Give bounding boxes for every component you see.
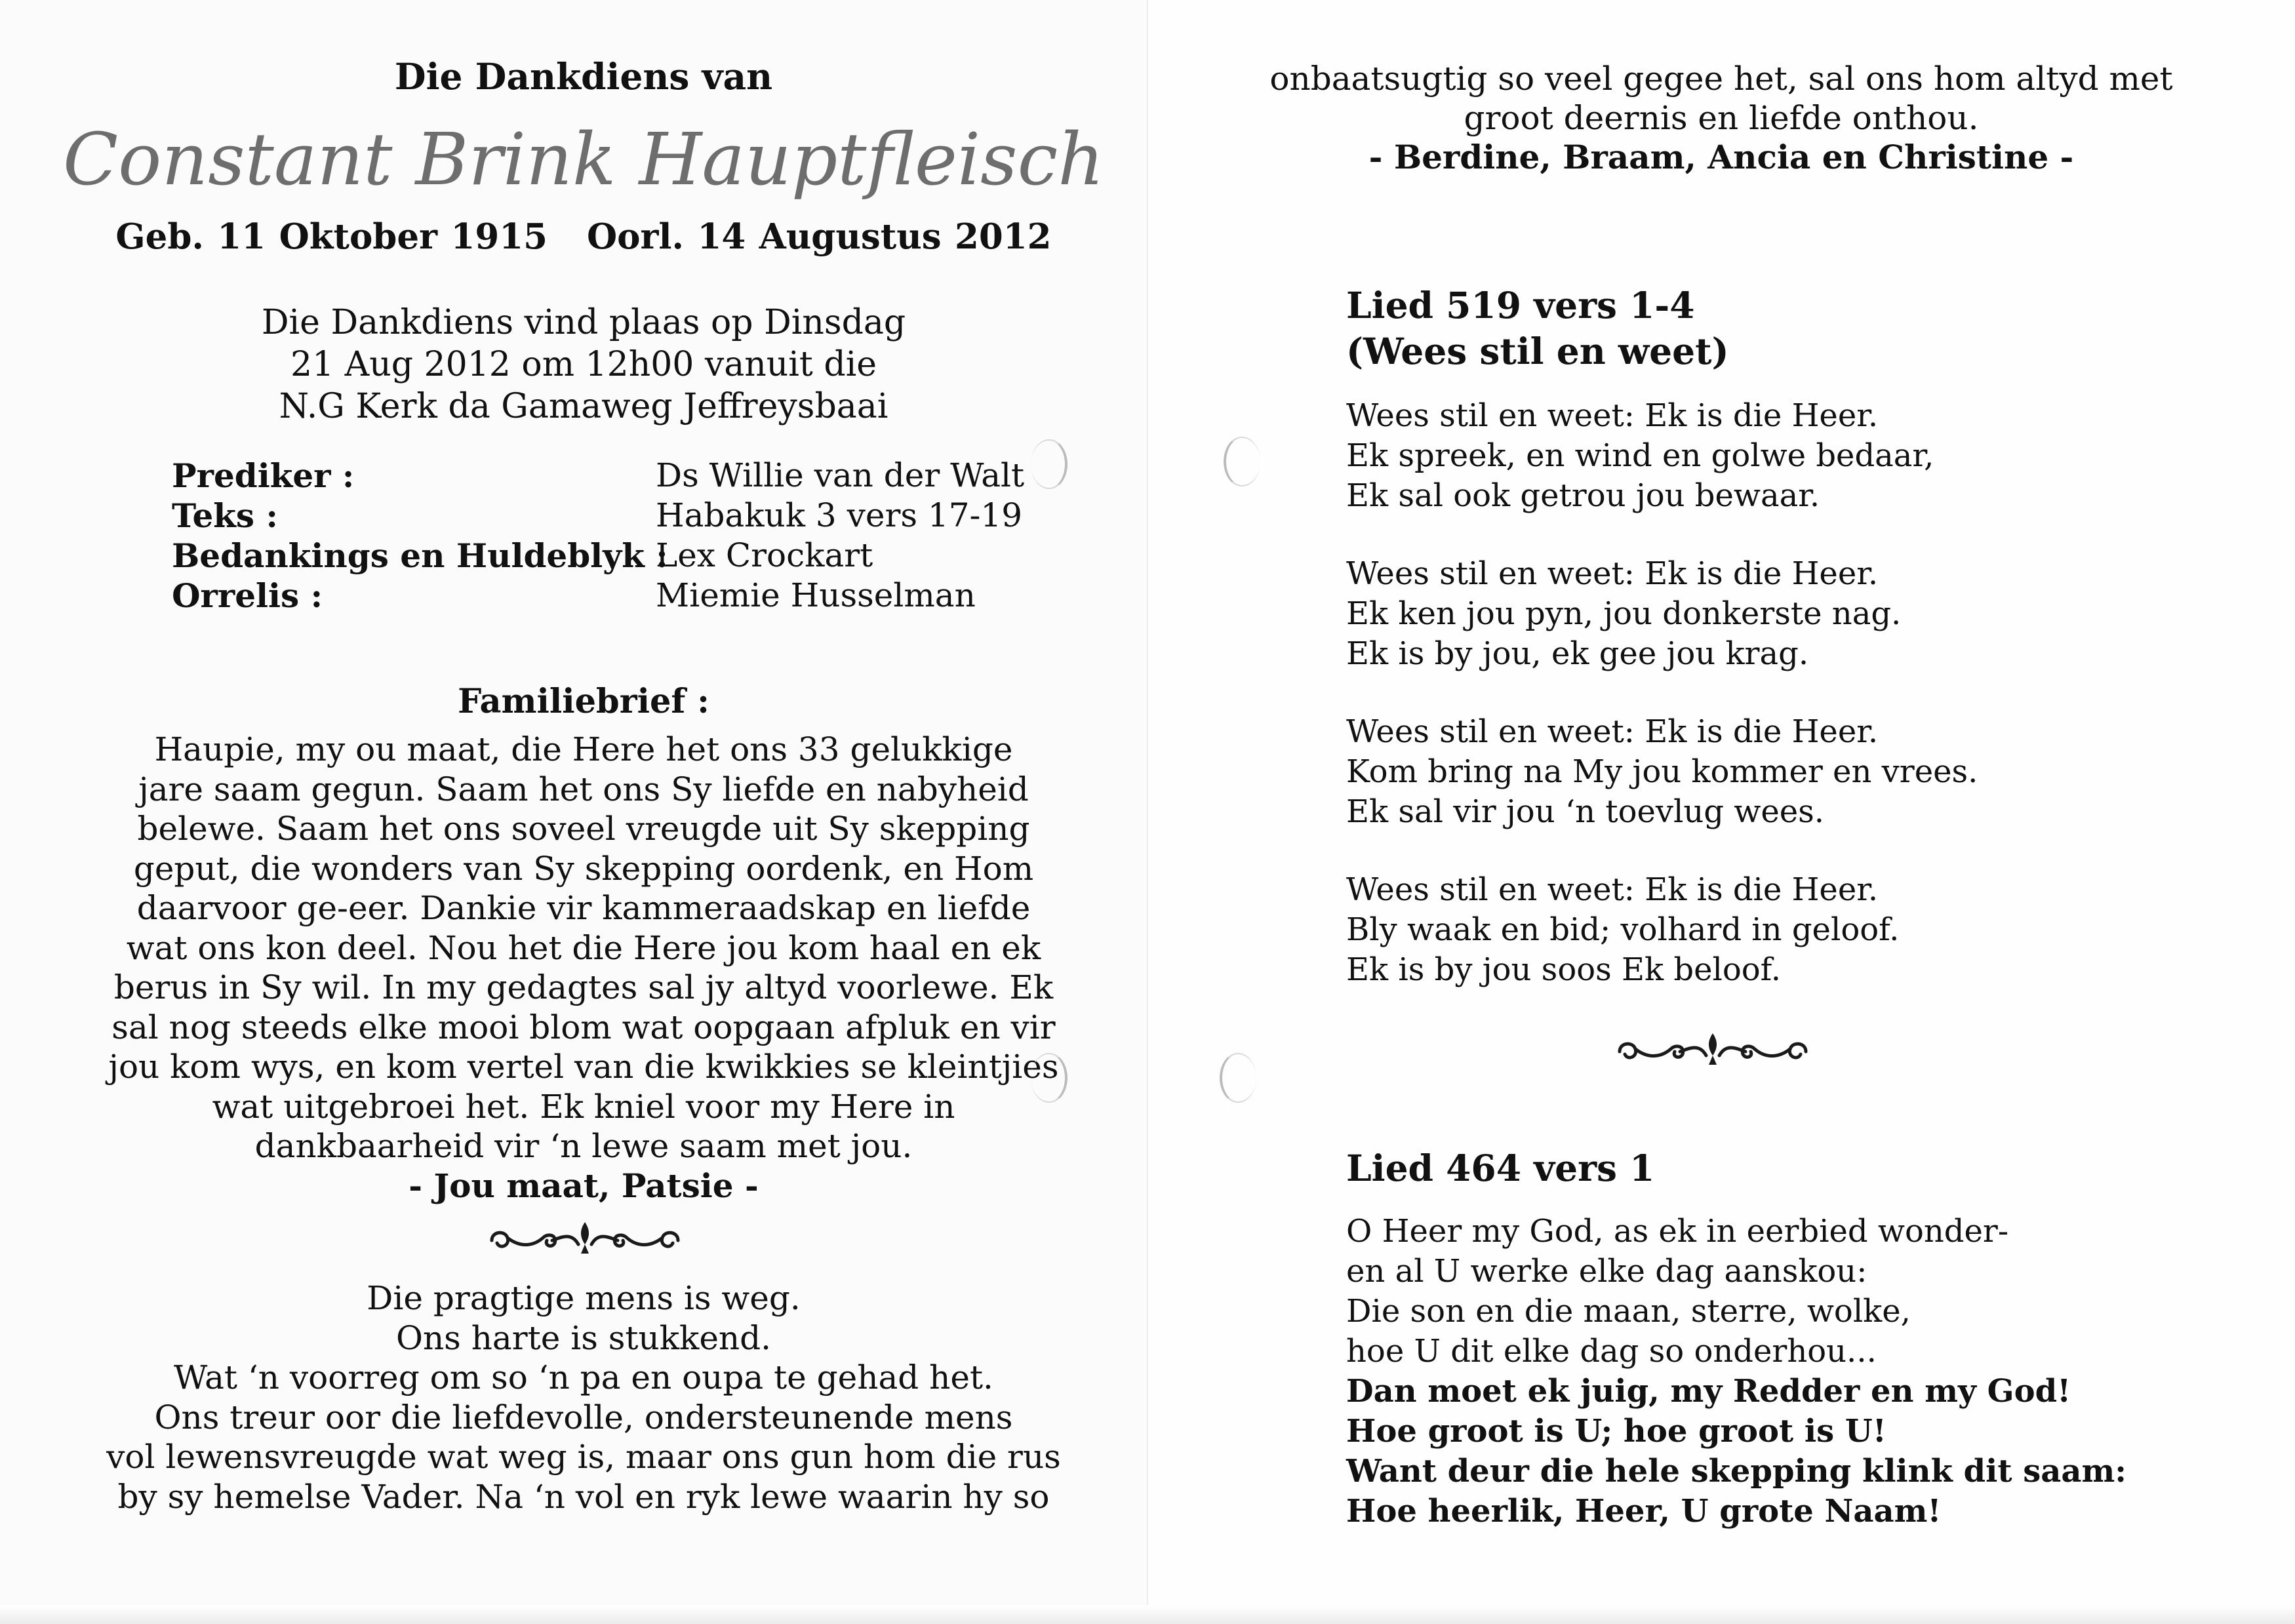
role-value: Miemie Husselman: [656, 576, 976, 614]
flourish-ornament-icon: [480, 1218, 690, 1259]
hymn2-verse: [1346, 1212, 2126, 1532]
role-row: [172, 496, 1024, 536]
tribute-line: Die pragtige mens is weg.: [367, 1279, 801, 1317]
service-line: 21 Aug 2012 om 12h00 vanuit die: [290, 345, 877, 384]
verse-line: O Heer my God, as ek in eerbied wonder-: [1346, 1213, 2009, 1250]
family-letter: [0, 730, 1167, 1206]
letter-line: wat uitgebroei het. Ek kniel voor my Here in: [212, 1087, 955, 1126]
verse-line: Ek sal ook getrou jou bewaar.: [1346, 477, 1820, 514]
role-value: Habakuk 3 vers 17-19: [656, 496, 1023, 534]
verse-line: Bly waak en bid; volhard in geloof.: [1346, 911, 1900, 948]
verse-line: Ek is by jou, ek gee jou krag.: [1346, 635, 1809, 672]
birth-date: Geb. 11 Oktober 1915: [115, 216, 548, 257]
service-roles: [172, 456, 1024, 616]
flourish-ornament-icon: [1608, 1029, 1818, 1070]
letter-line: jou kom wys, en kom vertel van die kwikkies se kleintjies: [108, 1048, 1059, 1086]
tribute-line: Ons treur oor die liefdevolle, ondersteunende mens: [154, 1398, 1013, 1436]
chorus-line: Want deur die hele skepping klink dit saam:: [1346, 1453, 2126, 1490]
punch-hole: [1220, 1053, 1256, 1103]
hymn1-stanza: [1346, 712, 1978, 832]
hymn1-subtitle: (Wees stil en weet): [1346, 330, 1729, 372]
verse-line: Wees stil en weet: Ek is die Heer.: [1346, 397, 1879, 434]
role-row: [172, 456, 1024, 496]
verse-line: Die son en die maan, sterre, wolke,: [1346, 1293, 1911, 1330]
verse-line: Ek ken jou pyn, jou donkerste nag.: [1346, 595, 1902, 632]
tribute-line: vol lewensvreugde wat weg is, maar ons gun hom die rus: [106, 1438, 1061, 1476]
service-heading: Die Dankdiens van: [394, 55, 773, 98]
hymn1-stanza: [1346, 554, 1978, 674]
service-line: N.G Kerk da Gamaweg Jeffreysbaai: [279, 387, 888, 426]
verse-line: Ek is by jou soos Ek beloof.: [1346, 951, 1781, 988]
chorus-line: Dan moet ek juig, my Redder en my God!: [1346, 1373, 2071, 1410]
verse-line: Wees stil en weet: Ek is die Heer.: [1346, 555, 1879, 592]
tribute-line: by sy hemelse Vader. Na ‘n vol en ryk lewe waarin hy so: [117, 1477, 1050, 1516]
verse-line: Wees stil en weet: Ek is die Heer.: [1346, 713, 1879, 750]
letter-line: sal nog steeds elke mooi blom wat oopgaan afpluk en vir: [111, 1008, 1056, 1046]
verse-line: Ek spreek, en wind en golwe bedaar,: [1346, 437, 1934, 474]
letter-line: Haupie, my ou maat, die Here het ons 33 gelukkige: [154, 730, 1013, 768]
punch-hole: [1031, 1053, 1068, 1103]
role-row: [172, 576, 1024, 616]
punch-hole: [1224, 437, 1260, 486]
hymn2-title: Lied 464 vers 1: [1346, 1147, 1655, 1189]
letter-signature: - Jou maat, Patsie -: [409, 1166, 759, 1205]
life-dates: [0, 216, 1167, 257]
role-label: Orrelis :: [172, 576, 323, 615]
hymn1-stanza: [1346, 870, 1978, 990]
letter-line: jare saam gegun. Saam het ons Sy liefde en nabyheid: [138, 770, 1029, 808]
letter-line: daarvoor ge-eer. Dankie vir kammeraadskap en liefde: [136, 889, 1031, 927]
role-value: Lex Crockart: [656, 536, 873, 574]
chorus-line: Hoe heerlik, Heer, U grote Naam!: [1346, 1493, 1942, 1530]
tribute-line: onbaatsugtig so veel gegee het, sal ons hom altyd met: [1269, 60, 2173, 98]
family-letter-title: Familiebrief :: [458, 682, 709, 721]
tribute-continuation: [1148, 59, 2295, 177]
hymn1-verses: [1346, 396, 1978, 990]
verse-line: Wees stil en weet: Ek is die Heer.: [1346, 871, 1879, 908]
verse-line: en al U werke elke dag aanskou:: [1346, 1253, 1867, 1290]
hymn1-title: Lied 519 vers 1-4: [1346, 284, 1695, 327]
role-label: Prediker :: [172, 456, 355, 495]
verse-line: Ek sal vir jou ‘n toevlug wees.: [1346, 793, 1825, 830]
role-row: [172, 536, 1024, 576]
verse-line: hoe U dit elke dag so onderhou...: [1346, 1333, 1877, 1370]
tribute-line: groot deernis en liefde onthou.: [1464, 99, 1979, 137]
service-line: Die Dankdiens vind plaas op Dinsdag: [261, 303, 906, 342]
service-details: [0, 302, 1167, 427]
hymn1-stanza: [1346, 396, 1978, 516]
tribute-signature: - Berdine, Braam, Ancia en Christine -: [1368, 138, 2074, 176]
deceased-name: Constant Brink Hauptfleisch: [62, 117, 1105, 201]
letter-line: geput, die wonders van Sy skepping oordenk, en Hom: [133, 849, 1034, 888]
scan-edge-shadow: [0, 1605, 2295, 1624]
role-value: Ds Willie van der Walt: [656, 456, 1025, 494]
tribute-line: Wat ‘n voorreg om so ‘n pa en oupa te gehad het.: [174, 1358, 993, 1396]
punch-hole: [1031, 439, 1068, 489]
chorus-line: Hoe groot is U; hoe groot is U!: [1346, 1413, 1886, 1450]
verse-line: Kom bring na My jou kommer en vrees.: [1346, 753, 1978, 790]
letter-line: wat ons kon deel. Nou het die Here jou kom haal en ek: [126, 928, 1041, 967]
role-label: Teks :: [172, 496, 278, 535]
letter-line: belewe. Saam het ons soveel vreugde uit Sy skepping: [137, 810, 1030, 848]
letter-line: berus in Sy wil. In my gedagtes sal jy altyd voorlewe. Ek: [113, 968, 1054, 1006]
letter-line: dankbaarheid vir ‘n lewe saam met jou.: [254, 1127, 913, 1165]
family-tribute: [0, 1278, 1167, 1516]
death-date: Oorl. 14 Augustus 2012: [586, 216, 1052, 257]
tribute-line: Ons harte is stukkend.: [395, 1318, 772, 1357]
role-label: Bedankings en Huldeblyk :: [172, 536, 668, 575]
